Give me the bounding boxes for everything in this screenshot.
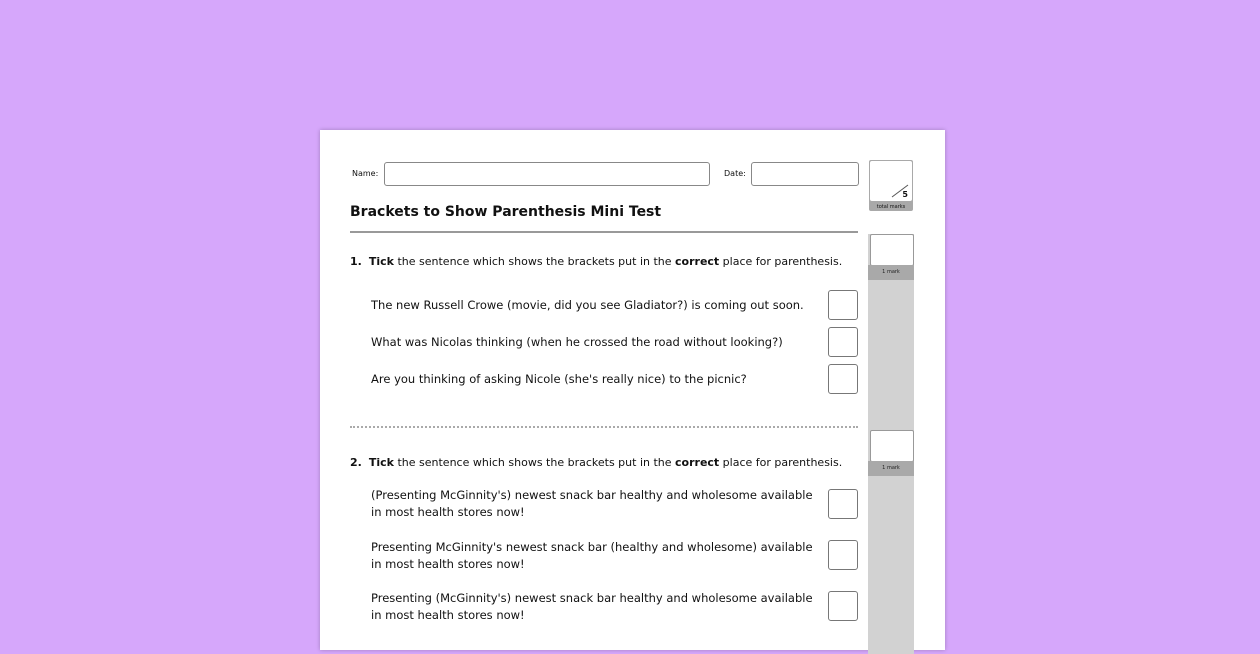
question-2-prompt: 2. Tick the sentence which shows the brackets put in the correct place for parenthesis. xyxy=(350,456,843,469)
q1-marks-label: 1 mark xyxy=(868,265,914,280)
date-label: Date: xyxy=(724,169,746,178)
q2-option-1: (Presenting McGinnity's) newest snack bar healthy and wholesome available in most health stores now! xyxy=(371,488,813,519)
total-marks-label: total marks xyxy=(876,204,906,210)
q2-marks-label: 1 mark xyxy=(868,461,914,476)
question-divider xyxy=(350,426,858,428)
q2-mark-box[interactable] xyxy=(870,430,914,462)
q1-option-1: The new Russell Crowe (movie, did you see Gladiator?) is coming out soon. xyxy=(371,298,804,312)
worksheet-page xyxy=(320,130,945,650)
q2-option-3: Presenting (McGinnity's) newest snack bar healthy and wholesome available in most health stores now! xyxy=(371,591,813,622)
total-marks-box xyxy=(869,160,913,211)
q2-option-2-checkbox[interactable] xyxy=(828,540,858,570)
page-title: Brackets to Show Parenthesis Mini Test xyxy=(350,204,662,220)
total-marks-value: 5 xyxy=(902,190,908,199)
q1-option-3: Are you thinking of asking Nicole (she's really nice) to the picnic? xyxy=(371,372,747,386)
q2-option-3-checkbox[interactable] xyxy=(828,591,858,621)
question-1-prompt: 1. Tick the sentence which shows the brackets put in the correct place for parenthesis. xyxy=(350,255,843,268)
q2-option-1-checkbox[interactable] xyxy=(828,489,858,519)
q1-option-1-checkbox[interactable] xyxy=(828,290,858,320)
date-field[interactable] xyxy=(751,162,859,186)
q1-mark-box[interactable] xyxy=(870,234,914,266)
q1-option-3-checkbox[interactable] xyxy=(828,364,858,394)
title-rule xyxy=(350,231,858,233)
name-field[interactable] xyxy=(384,162,710,186)
q1-option-2-checkbox[interactable] xyxy=(828,327,858,357)
q2-option-2: Presenting McGinnity's newest snack bar (healthy and wholesome) available in most health stores now! xyxy=(371,540,813,571)
q1-option-2: What was Nicolas thinking (when he crossed the road without looking?) xyxy=(371,335,783,349)
name-label: Name: xyxy=(352,169,379,178)
